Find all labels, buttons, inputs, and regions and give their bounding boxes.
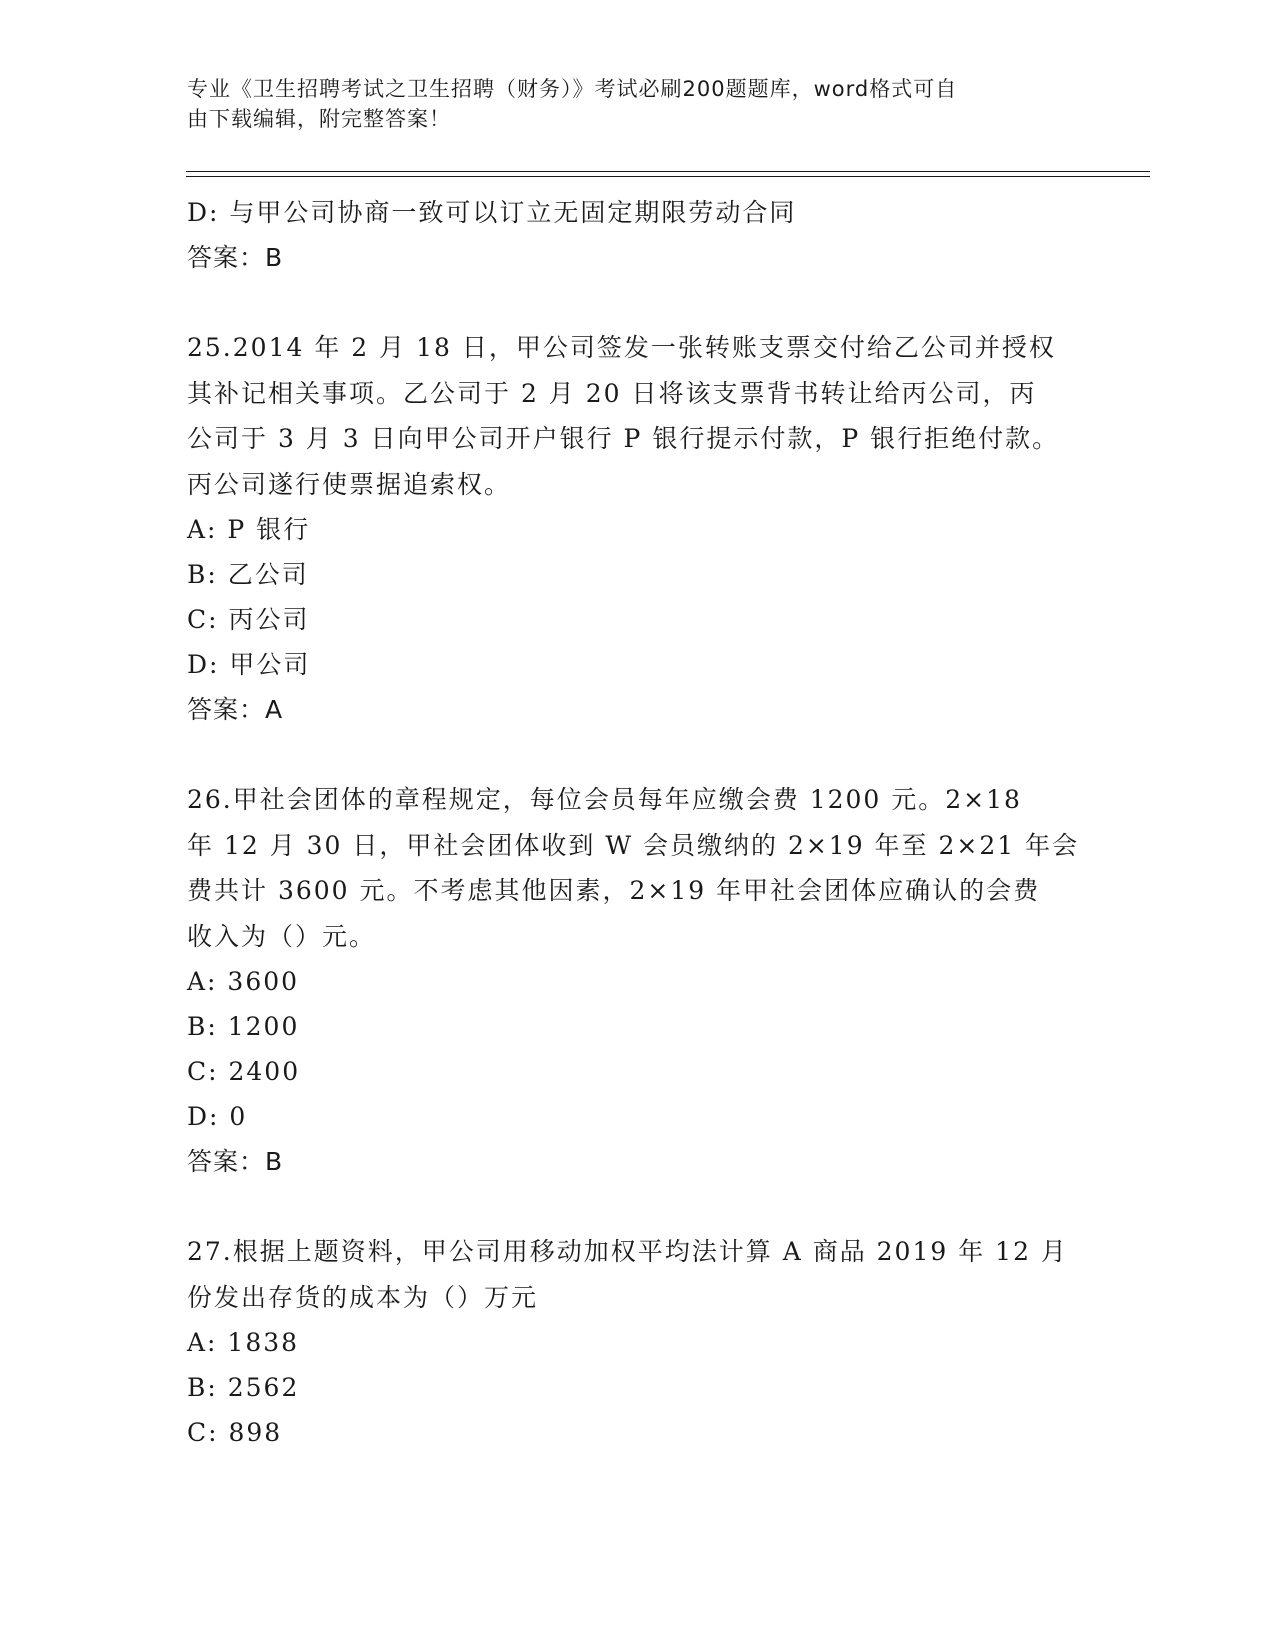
- question-line: 27.根据上题资料，甲公司用移动加权平均法计算 A 商品 2019 年 12 月: [187, 1237, 1068, 1266]
- document-header: [187, 74, 1077, 134]
- block-spacer: [187, 732, 1087, 777]
- question-line: 25.2014 年 2 月 18 日，甲公司签发一张转账支票交付给乙公司并授权: [187, 333, 1056, 362]
- question-text: [187, 325, 1087, 507]
- option-a: A: 1838: [187, 1328, 300, 1357]
- option-d: D: 0: [187, 1102, 248, 1131]
- question-line: 收入为（）元。: [187, 921, 377, 951]
- option-c: C: 898: [187, 1418, 283, 1447]
- question-text: [187, 1229, 1087, 1320]
- question-line: 费共计 3600 元。不考虑其他因素，2×19 年甲社会团体应确认的会费: [187, 876, 1041, 905]
- question-block: [187, 1229, 1087, 1455]
- header-rule-bottom: [186, 176, 1150, 177]
- block-spacer: [187, 280, 1087, 325]
- block-spacer: [187, 1184, 1087, 1229]
- question-line: 丙公司遂行使票据追索权。: [187, 469, 512, 499]
- question-line: 公司于 3 月 3 日向甲公司开户银行 P 银行提示付款，P 银行拒绝付款。: [187, 424, 1060, 453]
- answer-line: 答案：B: [187, 243, 284, 272]
- option-d: D: 与甲公司协商一致可以订立无固定期限劳动合同: [187, 198, 797, 227]
- question-line: 年 12 月 30 日，甲社会团体收到 W 会员缴纳的 2×19 年至 2×21 年会: [187, 830, 1080, 860]
- header-rule-top: [186, 171, 1150, 172]
- question-text: [187, 777, 1087, 959]
- question-block: [187, 190, 1087, 280]
- option-a: A: 3600: [187, 967, 300, 996]
- option-a: A: P 银行: [187, 515, 311, 544]
- header-line-1: 专业《卫生招聘考试之卫生招聘（财务）》考试必刷200题题库，word格式可自: [187, 77, 958, 101]
- question-line: 份发出存货的成本为（）万元: [187, 1282, 539, 1312]
- document-body: [187, 190, 1087, 1455]
- option-b: B: 乙公司: [187, 560, 309, 589]
- header-line-2: 由下载编辑，附完整答案！: [187, 107, 451, 131]
- answer-line: 答案：A: [187, 695, 284, 724]
- option-b: B: 2562: [187, 1373, 300, 1402]
- question-line: 其补记相关事项。乙公司于 2 月 20 日将该支票背书转让给丙公司，丙: [187, 378, 1037, 408]
- question-block: [187, 777, 1087, 1184]
- question-block: [187, 325, 1087, 732]
- question-line: 26.甲社会团体的章程规定，每位会员每年应缴会费 1200 元。2×18: [187, 785, 1022, 814]
- option-b: B: 1200: [187, 1012, 300, 1041]
- answer-line: 答案：B: [187, 1147, 284, 1176]
- option-d: D: 甲公司: [187, 650, 311, 679]
- option-c: C: 丙公司: [187, 605, 310, 634]
- option-c: C: 2400: [187, 1057, 301, 1086]
